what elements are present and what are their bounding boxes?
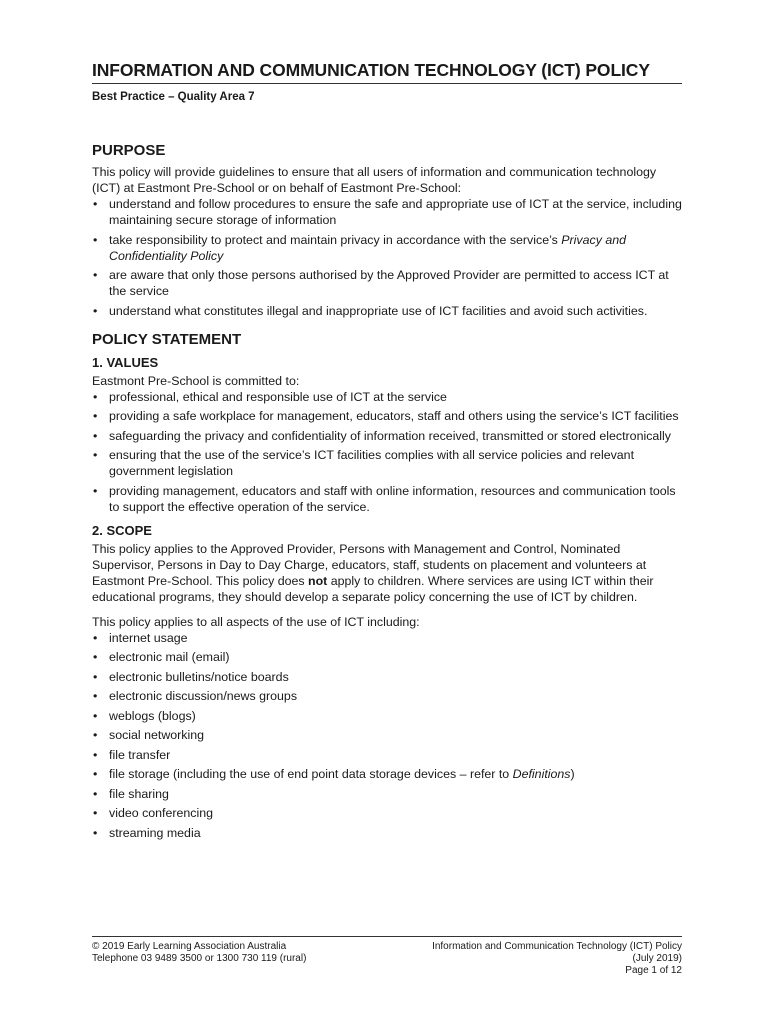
scope-heading: 2. SCOPE <box>92 522 152 538</box>
page-footer <box>92 936 682 976</box>
values-intro: Eastmont Pre-School is committed to: <box>92 373 300 388</box>
bullet-icon: • <box>93 483 98 498</box>
bullet-icon: • <box>93 630 98 645</box>
telephone-line: Telephone 03 9489 3500 or 1300 730 119 (rural) <box>92 953 307 964</box>
list-item: • safeguarding the privacy and confidentiality of information received, transmitted or stored electronically <box>93 428 672 443</box>
footer-policy-name: Information and Communication Technology (ICT) Policy <box>432 941 682 952</box>
list-item: • understand what constitutes illegal and inappropriate use of ICT facilities and avoid such activities. <box>93 303 648 318</box>
bullet-icon: • <box>93 303 98 318</box>
scope-list <box>92 630 682 841</box>
page-number: Page 1 of 12 <box>625 965 682 976</box>
bullet-icon: • <box>93 389 98 404</box>
document-page <box>92 60 682 844</box>
list-item: • file transfer <box>93 747 171 762</box>
list-item: • file storage (including the use of end point data storage devices – refer to Definitions) <box>93 767 575 781</box>
bullet-icon: • <box>93 428 98 443</box>
list-item: • are aware that only those persons authorised by the Approved Provider are permitted to access ICT at the service <box>93 268 669 298</box>
purpose-intro: This policy will provide guidelines to ensure that all users of information and communication technology (ICT) at Eastmont Pre-School or on behalf of Eastmont Pre-School: <box>92 165 657 195</box>
bullet-icon: • <box>93 268 98 282</box>
footer-date: (July 2019) <box>632 953 682 964</box>
scope-paragraph: This policy applies to the Approved Provider, Persons with Management and Control, Nominated Supervisor, Persons in Day to Day Charge, educators, staff, students on placement and volunteers at Eastmont Pre-School. This policy does not apply to children. Where services are using ICT within their educational programs, they should develop a separate policy concerning the use of ICT by children. <box>92 541 654 604</box>
list-item: • video conferencing <box>93 806 214 820</box>
bullet-icon: • <box>93 409 98 423</box>
policy-statement-heading: POLICY STATEMENT <box>92 330 242 348</box>
bullet-icon: • <box>93 689 98 703</box>
list-item: • professional, ethical and responsible use of ICT at the service <box>93 389 447 404</box>
bullet-icon: • <box>93 669 98 684</box>
bullet-icon: • <box>93 448 98 462</box>
bullet-icon: • <box>93 786 98 801</box>
document-subtitle: Best Practice – Quality Area 7 <box>92 91 255 103</box>
purpose-heading: PURPOSE <box>92 142 166 159</box>
list-item: • providing management, educators and staff with online information, resources and communication tools to support the effective operation of the service. <box>93 483 676 514</box>
bullet-icon: • <box>93 825 98 840</box>
definitions-reference: Definitions <box>512 767 571 781</box>
list-item: • weblogs (blogs) <box>93 708 196 723</box>
purpose-list <box>92 196 682 319</box>
bullet-icon: • <box>93 232 98 247</box>
list-item: • streaming media <box>93 825 201 840</box>
list-item: • understand and follow procedures to ensure the safe and appropriate use of ICT at the service, including maintaining secure storage of information <box>93 197 682 227</box>
list-item: • electronic mail (email) <box>93 650 230 664</box>
list-item: • internet usage <box>93 630 188 645</box>
bullet-icon: • <box>93 197 98 211</box>
values-heading: 1. VALUES <box>92 354 159 370</box>
list-item: • electronic discussion/news groups <box>93 689 298 703</box>
list-item: • social networking <box>93 728 205 742</box>
policy-reference: Privacy and Confidentiality Policy <box>109 232 627 263</box>
footer-document-info <box>432 941 682 977</box>
list-item: • providing a safe workplace for management, educators, staff and others using the service’s ICT facilities <box>93 409 679 423</box>
bullet-icon: • <box>93 747 98 762</box>
copyright-line: © 2019 Early Learning Association Australia <box>92 941 287 952</box>
scope-intro: This policy applies to all aspects of the use of ICT including: <box>92 614 420 629</box>
document-title: INFORMATION AND COMMUNICATION TECHNOLOGY (ICT) POLICY <box>92 60 682 84</box>
list-item: • electronic bulletins/notice boards <box>93 669 289 684</box>
values-list <box>92 389 682 515</box>
bullet-icon: • <box>93 767 98 781</box>
emphasis-not: not <box>308 573 328 588</box>
bullet-icon: • <box>93 650 98 664</box>
list-item: • file sharing <box>93 786 169 801</box>
bullet-icon: • <box>93 806 98 820</box>
list-item: • ensuring that the use of the service’s ICT facilities complies with all service policies and relevant government legislation <box>93 448 635 478</box>
footer-copyright <box>92 941 306 965</box>
bullet-icon: • <box>93 708 98 723</box>
bullet-icon: • <box>93 728 98 742</box>
list-item: • take responsibility to protect and maintain privacy in accordance with the service’s Privacy and Confidentiality Policy <box>93 232 627 263</box>
